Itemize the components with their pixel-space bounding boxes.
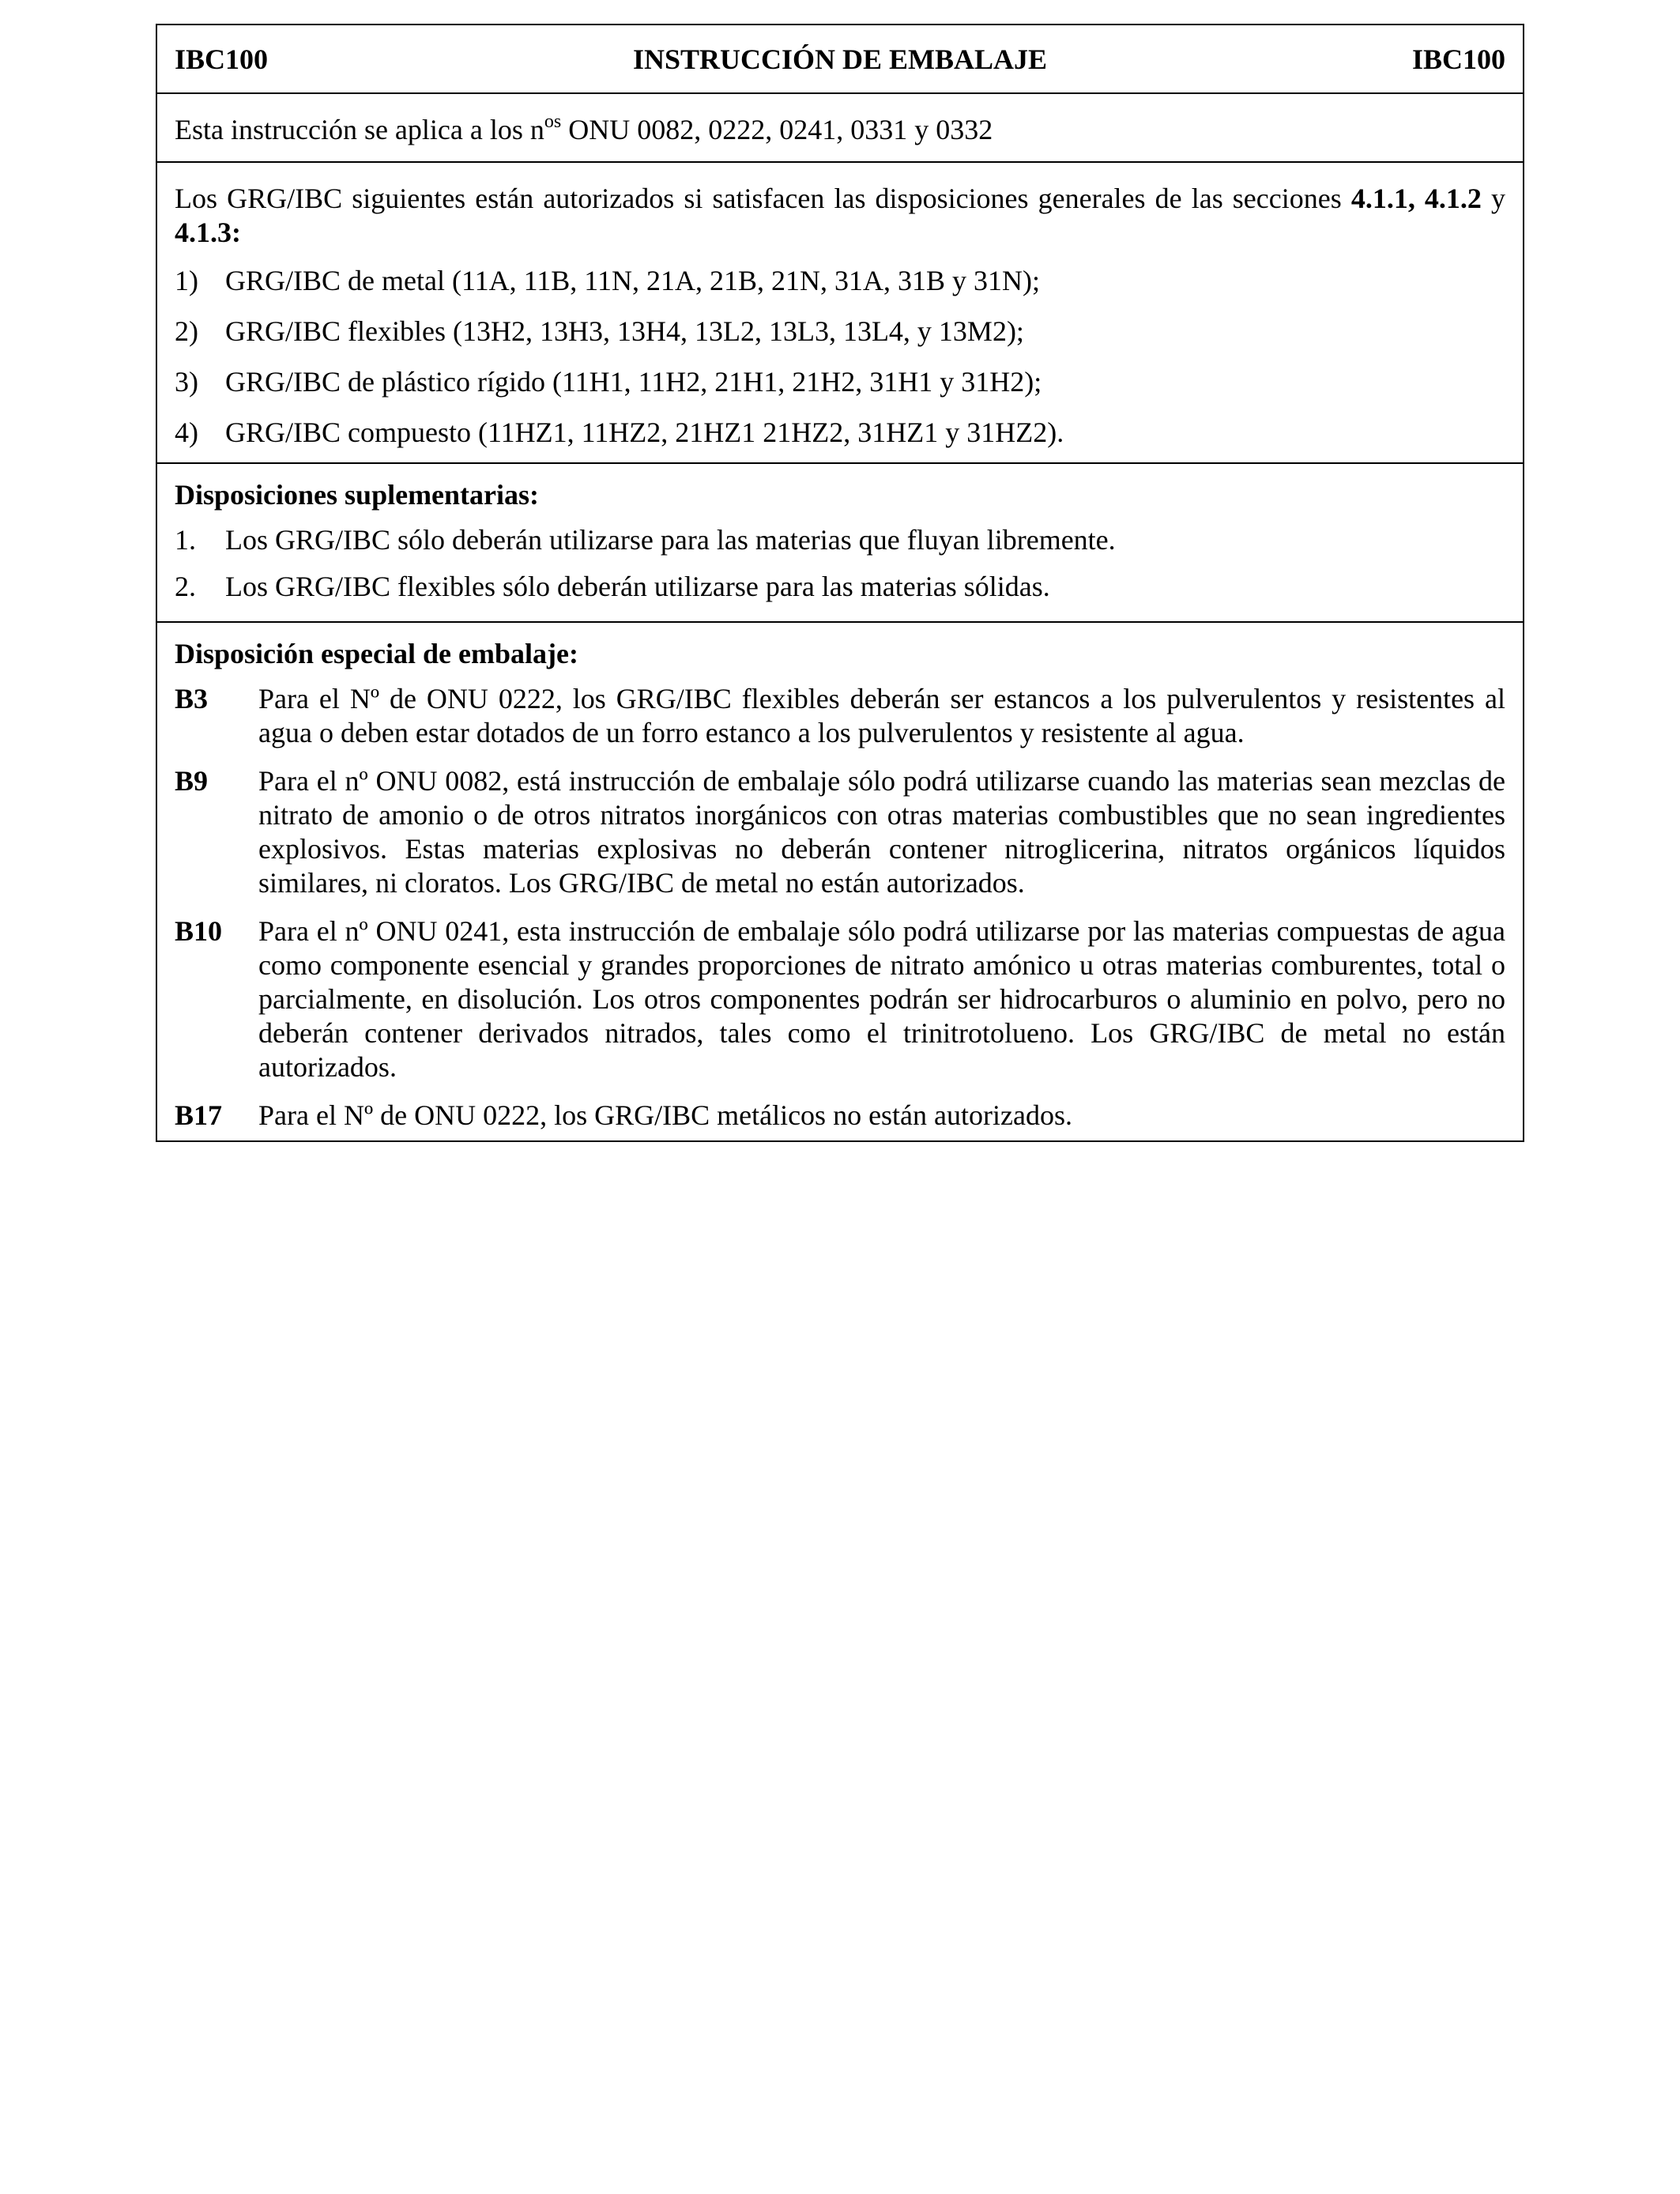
list-item-text: GRG/IBC flexibles (13H2, 13H3, 13H4, 13L2, 13L3, 13L4, y 13M2); [225,315,1024,347]
special-provision-row [157,621,1523,1140]
authorized-intro [175,182,1505,250]
provision-code: B10 [175,915,223,947]
scope-text-suffix: ONU 0082, 0222, 0241, 0331 y 0332 [561,114,993,145]
provision-text: Para el nº ONU 0241, esta instrucción de embalaje sólo podrá utilizarse por las materias compuestas de agua como componente esencial y grandes proporciones de nitrato amónico u otras materias comburentes, total o parcialmente, en disolución. Los otros componentes podrán ser hidrocarburos o aluminio en polvo, pero no deberán contener derivados nitrados, tales como el trinitrotolueno. Los GRG/IBC de metal no están autorizados. [258,915,1505,1083]
provision-code: B3 [175,683,209,714]
header-row [157,25,1523,92]
provision-text: Para el nº ONU 0082, está instrucción de embalaje sólo podrá utilizarse cuando las materias sean mezclas de nitrato de amonio o de otros nitratos inorgánicos con otras materias combustibles que no sean ingredientes explosivos. Estas materias explosivas no deberán contener nitroglicerina, nitratos orgánicos líquidos similares, ni cloratos. Los GRG/IBC de metal no están autorizados. [258,765,1505,899]
scope-row [157,92,1523,161]
packing-instruction-table [156,24,1524,1142]
list-item [175,365,1505,399]
special-provision-item [175,1099,1505,1133]
authorized-intro-text: Los GRG/IBC siguientes están autorizados si satisfacen las disposiciones generales de las secciones [175,183,1351,214]
authorized-last-section: 4.1.3: [175,217,241,248]
list-item-number: 3) [175,366,198,398]
authorized-intro-join: y [1481,183,1506,214]
special-provision-item [175,682,1505,750]
provision-text: Para el Nº de ONU 0222, los GRG/IBC flexibles deberán ser estancos a los pulverulentos y resistentes al agua o deben estar dotados de un forro estanco a los pulverulentos y resistente al agua. [258,683,1505,748]
list-item [175,416,1505,450]
list-item-text: GRG/IBC de metal (11A, 11B, 11N, 21A, 21B, 21N, 31A, 31B y 31N); [225,265,1040,296]
list-item-number: 4) [175,417,198,448]
special-provision-item [175,764,1505,900]
scope-text-prefix: Esta instrucción se aplica a los n [175,114,544,145]
header-title: INSTRUCCIÓN DE EMBALAJE [632,43,1048,75]
list-item-text: GRG/IBC compuesto (11HZ1, 11HZ2, 21HZ1 21HZ2, 31HZ1 y 31HZ2). [225,417,1064,448]
supplementary-heading: Disposiciones suplementarias: [175,479,540,511]
authorized-sections: 4.1.1, 4.1.2 [1350,183,1482,214]
list-item-text: Los GRG/IBC flexibles sólo deberán utilizarse para las materias sólidas. [225,571,1050,602]
list-item [175,264,1505,298]
provision-code: B9 [175,765,209,797]
supplementary-row [157,462,1523,621]
list-item-text: Los GRG/IBC sólo deberán utilizarse para las materias que fluyan libremente. [225,524,1116,556]
list-item-text: GRG/IBC de plástico rígido (11H1, 11H2, 21H1, 21H2, 31H1 y 31H2); [225,366,1042,398]
list-item [175,523,1505,557]
list-item [175,570,1505,604]
special-provision-item [175,914,1505,1084]
list-item-number: 1. [175,524,196,556]
list-item-number: 1) [175,265,198,296]
list-item-number: 2) [175,315,198,347]
special-heading: Disposición especial de embalaje: [175,638,578,669]
provision-code: B17 [175,1099,223,1131]
list-item-number: 2. [175,571,196,602]
header-right-code: IBC100 [1411,43,1505,75]
provision-text: Para el Nº de ONU 0222, los GRG/IBC metálicos no están autorizados. [258,1099,1072,1131]
scope-superscript: os [544,111,562,132]
authorized-ibc-row [157,161,1523,462]
list-item [175,315,1505,349]
header-left-code: IBC100 [175,43,269,75]
